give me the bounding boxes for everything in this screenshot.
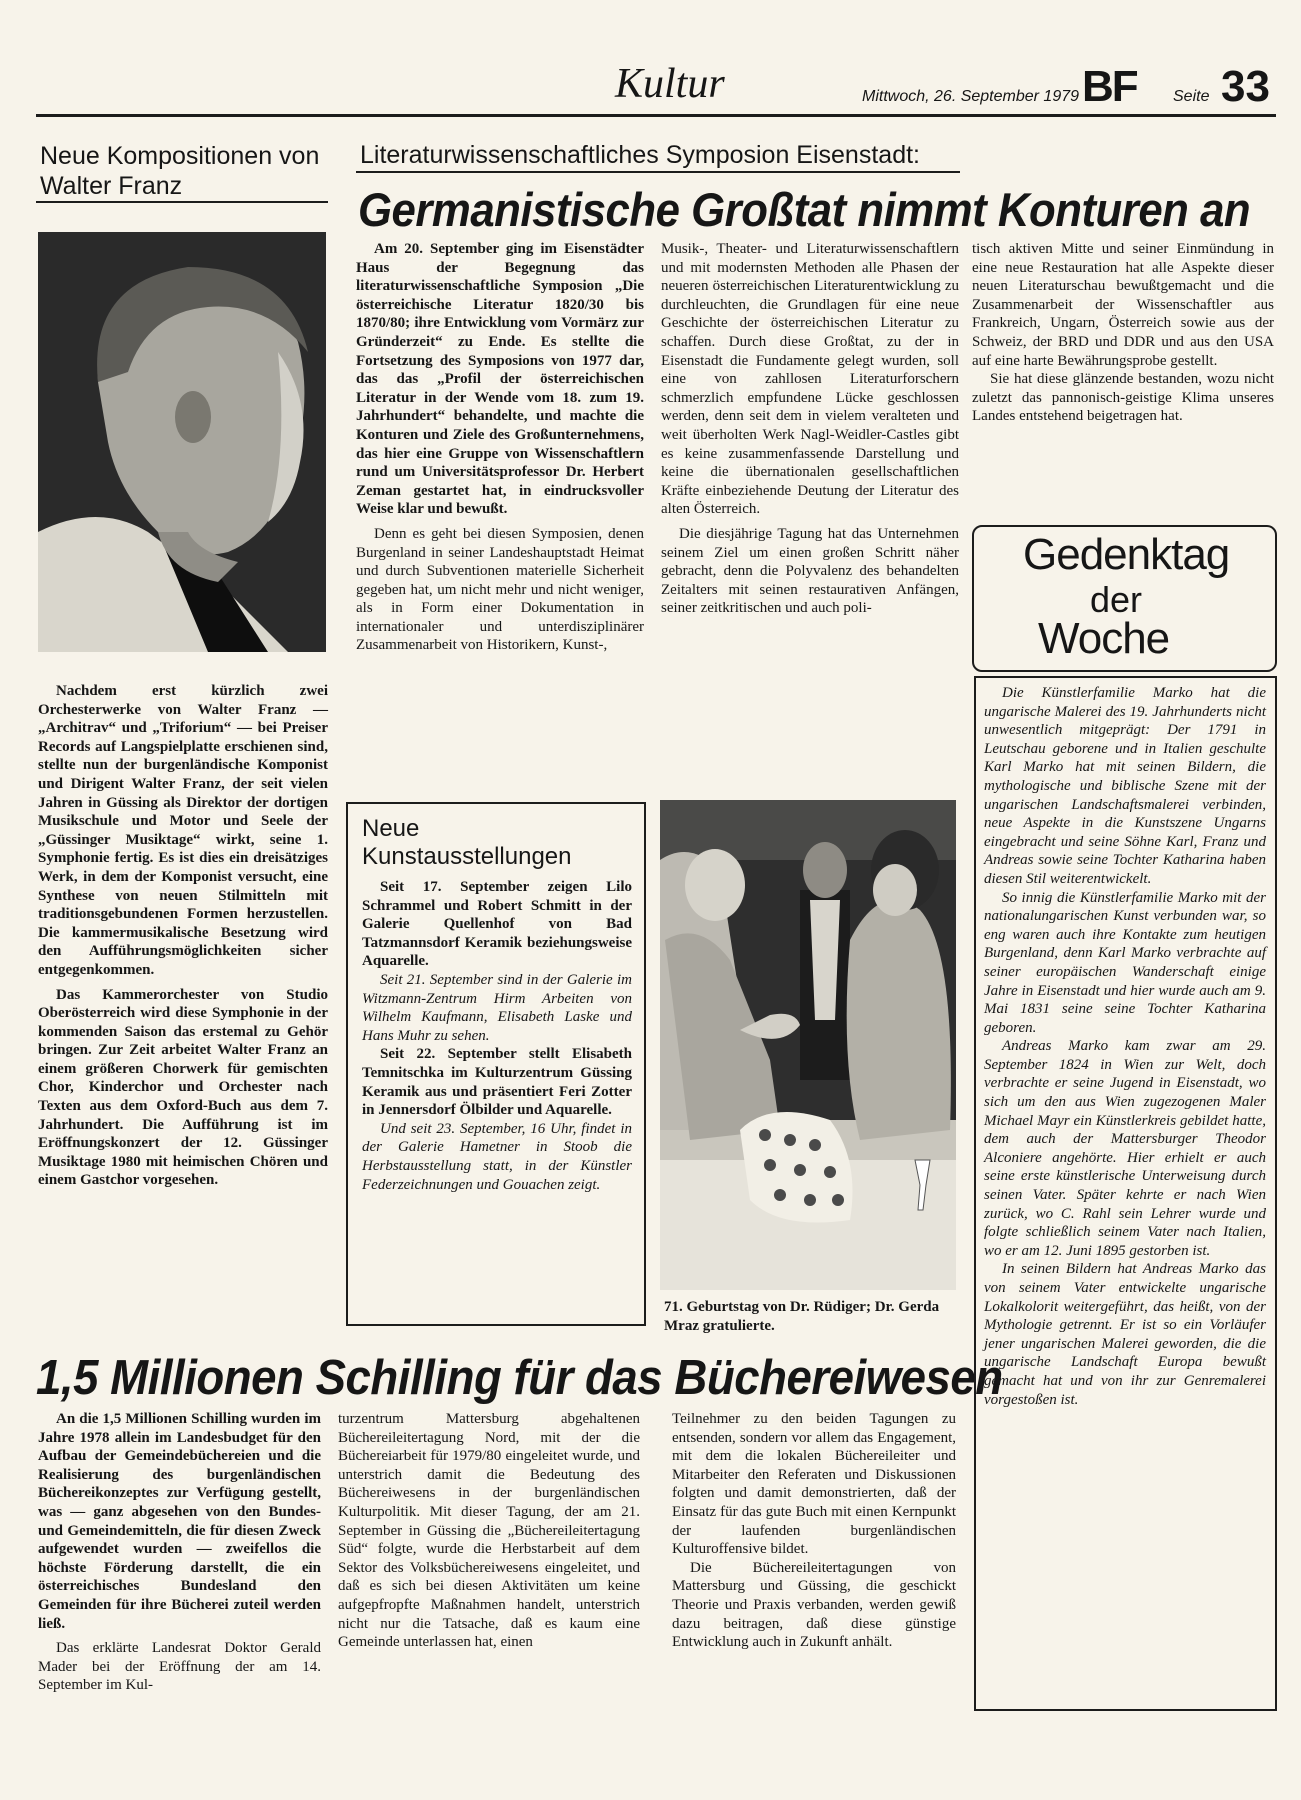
gedenktag-title-line: Woche	[1038, 614, 1170, 663]
bottom-article-column-3	[672, 1410, 956, 1652]
bottom-article-column-2	[338, 1410, 640, 1652]
page-number: 33	[1221, 62, 1270, 111]
main-paragraph: Sie hat diese glänzende bestanden, wozu nicht zuletzt das pannonisch-geistige Klima unseres Landes entstehend beigetragen hat.	[972, 371, 1274, 425]
main-article-column-2	[661, 240, 959, 618]
exhibition-item: Seit 21. September sind in der Galerie im Witzmann-Zentrum Hirm Arbeiten von Wilhelm Kaufmann, Elisabeth Laske und Hans Muhr zu sehen.	[362, 971, 632, 1044]
exhibitions-title: Neue Kunstausstellungen	[362, 815, 572, 870]
gedenktag-paragraph: So innig die Künstlerfamilie Marko mit der nationalungarischen Kunst verbunden war, so eng waren auch ihre Kontakte zum heutigen Burgenland, denn Karl Marko verbrachte auf seiner europäischen Wanderschaft einige Jahre in Eisenstadt und hier wurde auch am 9. Mai 1831 seine seine Tochter Katharina geboren.	[984, 889, 1266, 1036]
main-article-column-3	[972, 240, 1274, 426]
gedenktag-title-line: Gedenktag	[1023, 530, 1230, 579]
left-article-headline: Neue Kompositionen von Walter Franz	[40, 142, 320, 200]
overline-rule	[356, 171, 960, 173]
masthead-rule	[36, 114, 1276, 117]
page-label: Seite	[1173, 88, 1210, 105]
left-paragraph: Das Kammerorchester von Studio Oberösterreich wird diese Symphonie in der kommenden Saison das erstemal zu Gehör bringen. Zur Zeit arbeitet Walter Franz an einem größeren Chorwerk für gemischten Chor, Kinderchor und Orchester nach Texten aus dem Oxford-Buch aus dem 7. Jahrhundert. Die Aufführung ist im Eröffnungskonzert der 12. Güssinger Musiktage 1980 mit heimischen Chören und einem Gastchor vorgesehen.	[38, 986, 328, 1189]
exhibition-item: Seit 17. September zeigen Lilo Schrammel und Robert Schmitt in der Galerie Quellenhof von Bad Tatzmannsdorf Keramik beziehungsweise Aquarelle.	[362, 879, 632, 970]
bottom-paragraph: Teilnehmer zu den beiden Tagungen zu entsenden, sondern vor allem das Engagement, mit dem die lokalen Büchereileiter und Mitarbeiter den Referaten und Diskussionen folgten und damit demonstrierten, daß der Einsatz für das gute Buch mit einen Kernpunkt der laufenden burgenländischen Kulturoffensive bildet.	[672, 1411, 956, 1558]
main-article-headline: Germanistische Großtat nimmt Konturen an	[358, 183, 1251, 236]
main-paragraph: Die diesjährige Tagung hat das Unternehmen seinem Ziel um einen großen Schritt näher gebracht, denn die Polyvalenz des behandelten Zeitalters mit seinen restaurativen Anfängen, seiner zeitkritischen und auch poli-	[661, 525, 959, 617]
portrait-photo	[38, 232, 326, 652]
gedenktag-paragraph: In seinen Bildern hat Andreas Marko das von seinem Vater entwickelte ungarische Lokalkolorit weitergeführt, das heißt, von der Mythologie getrennt. Er ist so ein Vorläufer jener ungarischen Malerei geworden, die die ungarische Landschaft Europa bewußt gemacht hat und von ihr zur Genremalerei vorgestoßen ist.	[984, 1261, 1266, 1408]
exhibition-item: Seit 22. September stellt Elisabeth Temnitschka im Kulturzentrum Güssing Keramik aus und präsentiert Feri Zotter in Jennersdorf Ölbilder und Aquarelle.	[362, 1046, 632, 1119]
left-headline-rule	[36, 201, 328, 203]
gedenktag-title-line: der	[1090, 579, 1143, 620]
bottom-lead-paragraph: An die 1,5 Millionen Schilling wurden im Jahre 1978 allein im Landesbudget für den Aufbau der Gemeindebüchereien und die Realisierung des burgenländischen Büchereikonzeptes zur Verfügung gestellt, was — ganz abgesehen von den Bundes- und Gemeindemitteln, die für diesen Zweck aufgewendet wurden — zweifellos die höchste Förderung darstellt, die ein österreichisches Bundesland den Gemeinden für ihre Bücherei zuteil werden ließ.	[38, 1411, 321, 1632]
bottom-paragraph: turzentrum Mattersburg abgehaltenen Büchereileitertagung Nord, mit der die Büchereiarbeit für 1979/80 eingeleitet wurde, und unterstrich damit die Bedeutung des Büchereiwesens in der burgenländischen Kulturpolitik. Mit dieser Tagung, der am 21. September in Güssing die „Büchereileitertagung Süd“ folgte, wurde die Herbstarbeit auf dem Sektor des Volksbüchereiwesens eingeleitet, und daß es sich bei diesen Aktivitäten um keine aufgepfropfte Maßnahmen handelt, unterstrich nicht nur die Tatsache, daß es kaum eine Gemeinde unterlassen hat, einen	[338, 1411, 640, 1651]
main-paragraph: tisch aktiven Mitte und seiner Einmündung in eine neue Restauration hat alle Aspekte dieser neuen Literaturschau bewußtgemacht und die Zusammenarbeit der Wissenschaftler aus Frankreich, Ungarn, Österreich sowie aus der Schweiz, der BRD und DDR und aus den USA auf eine harte Bewährungsprobe gestellt.	[972, 241, 1274, 369]
main-paragraph: Denn es geht bei diesen Symposien, denen Burgenland in seiner Landeshauptstadt Heimat und durch Subventionen materielle Sicherheit gegeben hat, um nicht mehr und nicht weniger, als in Form einer Dokumentation in internationaler und unterdisziplinärer Zusammenarbeit von Historikern, Kunst-,	[356, 525, 644, 654]
gedenktag-paragraph: Die Künstlerfamilie Marko hat die ungarische Malerei des 19. Jahrhunderts nicht unwesentlich mitgeprägt: Der 1791 in Leutschau geborene und in Italien geschulte Karl Marko hat mit seinen Bildern, die mythologische und biblische Szene mit der ungarischen Landschaftsmalerei verbinden, neue Aspekte in die Kunstszene Ungarns eingebracht und seine Söhne Karl, Franz und Andreas sowie seine Tochter Katharina haben diesen Stil weiterentwickelt.	[984, 685, 1266, 887]
exhibitions-body	[362, 878, 632, 1194]
gedenktag-paragraph: Andreas Marko kam zwar am 29. September 1824 in Wien zur Welt, doch verbrachte er seine Jugend in Eisenstadt, wo sich um den aus Wien zugezogenen Maler Michael Mayr ein Künstlerkreis gebildet hatte, dem auch der Mattersburger Theodor Alconiere angehörte. Hier erhielt er auch seine erste künstlerische Unterweisung durch seinen Vater. Später kehrte er nach Wien zurück, wo C. Rahl sein Lehrer wurde und folgte schließlich seinem Vater nach Italien, wo er am 12. Juni 1895 gestorben ist.	[984, 1038, 1266, 1259]
main-article-column-1	[356, 240, 644, 655]
issue-date: Mittwoch, 26. September 1979	[862, 88, 1080, 105]
birthday-photo	[660, 800, 956, 1290]
photo-caption: 71. Geburtstag von Dr. Rüdiger; Dr. Gerda Mraz gratulierte.	[664, 1299, 940, 1334]
main-lead-paragraph: Am 20. September ging im Eisenstädter Haus der Begegnung das literaturwissenschaftliche Symposion „Die österreichische Literatur 1820/30 bis 1870/80; ihre Entwicklung vom Vormärz zur Gründerzeit“ zu Ende. Es stellte die Fortsetzung des Symposions von 1977 dar, das das „Profil der österreichischen Literatur in der Wende vom 18. zum 19. Jahrhundert“ behandelte, und machte die Konturen und Ziele des Großunternehmens, das hier eine Gruppe von Wissenschaftlern rund um Universitätsprofessor Dr. Herbert Zeman gestartet hat, in eindrucksvoller Weise klar und bewußt.	[356, 241, 644, 518]
left-paragraph: Nachdem erst kürzlich zwei Orchesterwerke von Walter Franz — „Architrav“ und „Triforium“ — bei Preiser Records auf Langspielplatte erschienen sind, stellte nun der burgenländische Komponist und Dirigent Walter Franz, der seit vielen Jahren in Güssing als Direktor der dortigen Musikschule und Motor und Seele der „Güssinger Musiktage“ wirkt, seine 1. Symphonie fertig. Es ist dies ein dreisätziges Werk, in dem der Komponist versucht, eine Synthese von neuen Stilmitteln mit traditionsgebundenen Formen herzustellen. Die kammermusikalische Besetzung wird den Aufführungsmöglichkeiten sicher entgegenkommen.	[38, 683, 328, 978]
section-title: Kultur	[615, 61, 725, 107]
left-article-body	[38, 682, 328, 1190]
newspaper-logo: BF	[1082, 62, 1137, 111]
bottom-paragraph: Die Büchereileitertagungen von Mattersburg und Güssing, die geschickt Theorie und Praxis verbanden, werden gewiß dazu beitragen, daß diese günstige Entwicklung auch in Zukunft anhält.	[672, 1559, 956, 1651]
bottom-paragraph: Das erklärte Landesrat Doktor Gerald Mader bei der Eröffnung der am 14. September im Kul-	[38, 1640, 321, 1694]
gedenktag-body	[984, 684, 1266, 1409]
exhibition-item: Und seit 23. September, 16 Uhr, findet in der Galerie Hametner in Stoob die Herbstausstellung statt, in der Künstler Federzeichnungen und Gouachen zeigt.	[362, 1120, 632, 1193]
bottom-article-column-1	[38, 1410, 321, 1695]
main-article-overline: Literaturwissenschaftliches Symposion Eisenstadt:	[360, 141, 920, 169]
bottom-article-headline: 1,5 Millionen Schilling für das Büchereiwesen	[36, 1351, 1003, 1405]
main-paragraph: Musik-, Theater- und Literaturwissenschaftlern und mit modernsten Methoden alle Phasen der neueren österreichischen Literaturentwicklung zu durchleuchten, die Grundlagen für eine neue Geschichte der österreichischen Literatur zu schaffen. Durch diese Großtat, zu der in Eisenstadt die Fundamente gelegt wurden, soll eine von zahllosen Literaturforschern schmerzlich empfundene Lücke geschlossen werden, denn seit dem in vielem veralteten und weit überholten Werk Nagl-Weidler-Castles gibt es keine zusammenfassende Darstellung und keine die übernationalen gesellschaftlichen Kräfte einbeziehende Deutung der Literatur des alten Österreich.	[661, 241, 959, 518]
